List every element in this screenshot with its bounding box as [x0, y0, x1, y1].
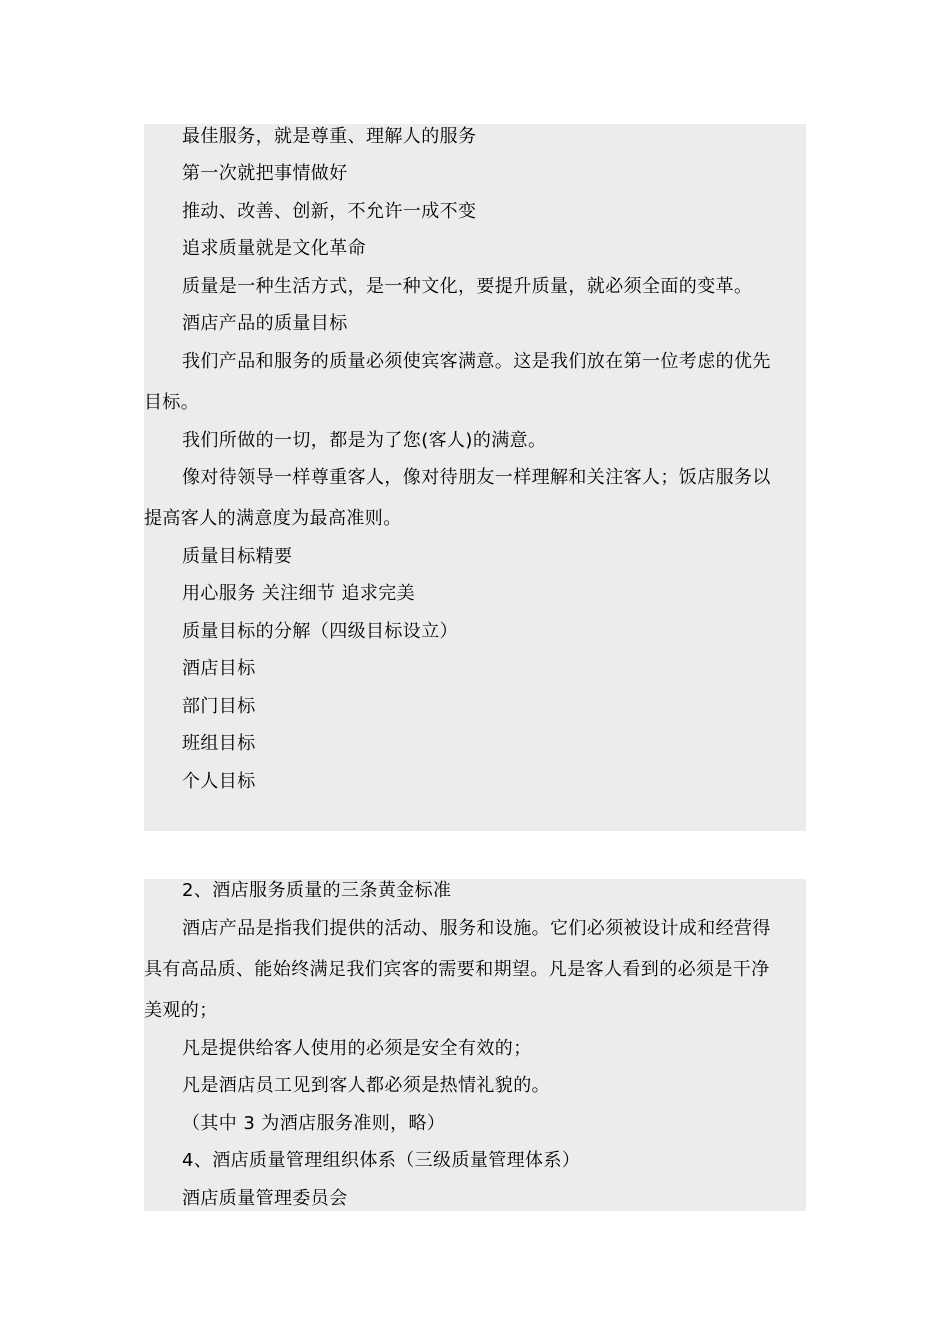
heading-line: 4、酒店质量管理组织体系（三级质量管理体系） — [182, 1150, 581, 1171]
paragraph-line: 我们产品和服务的质量必须使宾客满意。这是我们放在第一位考虑的优先 — [182, 351, 771, 372]
list-item: 班组目标 — [182, 733, 256, 754]
paragraph-line: 目标。 — [144, 392, 200, 413]
paragraph-line: 具有高品质、能始终满足我们宾客的需要和期望。凡是客人看到的必须是干净 — [144, 959, 770, 980]
paragraph-line: 提高客人的满意度为最高准则。 — [144, 508, 402, 529]
heading-line: 质量目标的分解（四级目标设立） — [182, 621, 458, 642]
paragraph-line: 质量是一种生活方式，是一种文化，要提升质量，就必须全面的变革。 — [182, 276, 753, 297]
heading-line: 2、酒店服务质量的三条黄金标准 — [182, 880, 452, 901]
list-item: 部门目标 — [182, 696, 256, 717]
paragraph-line: 像对待领导一样尊重客人，像对待朋友一样理解和关注客人；饭店服务以 — [182, 467, 771, 488]
paragraph-line: 酒店质量管理委员会 — [182, 1188, 348, 1209]
paragraph-line: 凡是提供给客人使用的必须是安全有效的； — [182, 1038, 532, 1059]
paragraph-line: 推动、改善、创新，不允许一成不变 — [182, 201, 477, 222]
list-item: 酒店目标 — [182, 658, 256, 679]
paragraph-line: 第一次就把事情做好 — [182, 163, 348, 184]
heading-line: 质量目标精要 — [182, 546, 293, 567]
paragraph-line: （其中 3 为酒店服务准则，略） — [182, 1113, 446, 1134]
paragraph-line: 用心服务 关注细节 追求完美 — [182, 583, 416, 604]
text-block-quality-goals — [144, 124, 806, 831]
paragraph-line: 美观的； — [144, 1000, 218, 1021]
text-block-gold-standards — [144, 879, 806, 1211]
paragraph-line: 最佳服务，就是尊重、理解人的服务 — [182, 126, 477, 147]
list-item: 个人目标 — [182, 771, 256, 792]
paragraph-line: 酒店产品是指我们提供的活动、服务和设施。它们必须被设计成和经营得 — [182, 918, 771, 939]
paragraph-line: 追求质量就是文化革命 — [182, 238, 366, 259]
paragraph-line: 我们所做的一切，都是为了您(客人)的满意。 — [182, 430, 547, 451]
paragraph-line: 凡是酒店员工见到客人都必须是热情礼貌的。 — [182, 1075, 550, 1096]
heading-line: 酒店产品的质量目标 — [182, 313, 348, 334]
